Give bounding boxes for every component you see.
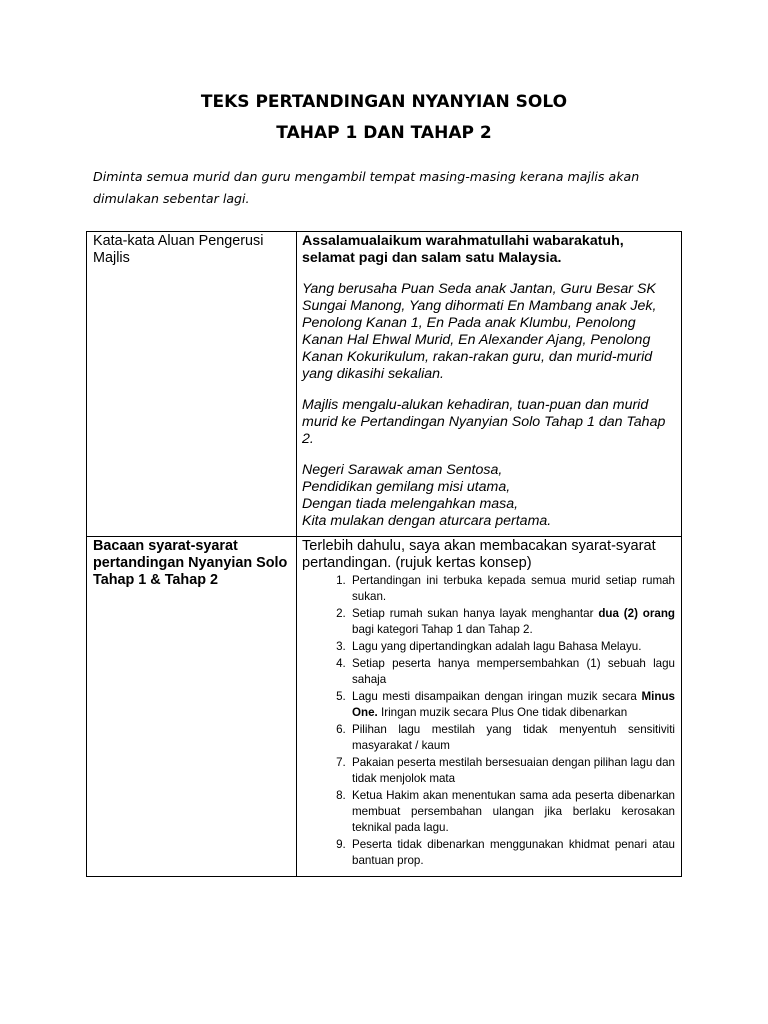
row-label-text: Bacaan syarat-syarat pertandingan Nyanyian Solo Tahap 1 & Tahap 2 xyxy=(93,538,288,588)
rule-text: Pakaian peserta mestilah bersesuaian dengan pilihan lagu dan tidak menjolok mata xyxy=(352,756,675,785)
pantun-line: Kita mulakan dengan aturcara pertama. xyxy=(302,513,552,529)
row-label-opening xyxy=(87,232,297,537)
list-item xyxy=(349,573,675,605)
rule-emphasis: Minus One. xyxy=(352,690,675,719)
document-title: TEKS PERTANDINGAN NYANYIAN SOLO xyxy=(200,92,568,112)
list-item xyxy=(349,639,675,655)
list-item xyxy=(349,722,675,754)
rule-text: bagi kategori Tahap 1 dan Tahap 2. xyxy=(352,623,533,636)
rule-text: Iringan muzik secara Plus One tidak dibenarkan xyxy=(377,706,628,719)
script-table xyxy=(86,231,682,877)
row-label-text: Kata-kata Aluan Pengerusi Majlis xyxy=(93,233,264,266)
pantun-line: Dengan tiada melengahkan masa, xyxy=(302,496,519,512)
pantun-line: Negeri Sarawak aman Sentosa, xyxy=(302,462,503,478)
list-item xyxy=(349,689,675,721)
welcome-paragraph: Majlis mengalu-alukan kehadiran, tuan-puan dan murid murid ke Pertandingan Nyanyian Solo Tahap 1 dan Tahap 2. xyxy=(302,397,666,447)
list-item xyxy=(349,606,675,638)
list-item xyxy=(349,656,675,688)
document-subtitle: TAHAP 1 DAN TAHAP 2 xyxy=(276,123,492,143)
list-item xyxy=(349,837,675,869)
table-row-rules xyxy=(87,537,682,877)
pantun-verse xyxy=(302,462,675,530)
row-label-rules xyxy=(87,537,297,877)
list-item xyxy=(349,788,675,836)
rule-text: Pertandingan ini terbuka kepada semua murid setiap rumah sukan. xyxy=(352,574,675,603)
row-content-rules xyxy=(297,537,682,877)
rules-list xyxy=(302,573,675,869)
rule-text: Lagu yang dipertandingkan adalah lagu Bahasa Melayu. xyxy=(352,640,642,653)
rule-text: Pilihan lagu mestilah yang tidak menyentuh sensitiviti masyarakat / kaum xyxy=(352,723,675,752)
intro-paragraph: Diminta semua murid dan guru mengambil tempat masing-masing kerana majlis akan dimulakan sebentar lagi. xyxy=(93,169,640,206)
rule-text: Ketua Hakim akan menentukan sama ada peserta dibenarkan membuat persembahan ulangan jika berlaku kerosakan teknikal pada lagu. xyxy=(352,789,675,834)
list-item xyxy=(349,755,675,787)
row-content-opening xyxy=(297,232,682,537)
pantun-line: Pendidikan gemilang misi utama, xyxy=(302,479,511,495)
rule-emphasis: dua (2) orang xyxy=(598,607,675,620)
rule-text: Setiap rumah sukan hanya layak menghantar xyxy=(352,607,599,620)
salutation-paragraph: Yang berusaha Puan Seda anak Jantan, Guru Besar SK Sungai Manong, Yang dihormati En Mambang anak Jek, Penolong Kanan 1, En Pada anak Klumbu, Penolong Kanan Hal Ehwal Murid, En Alexander Ajang, Penolong Kanan Kokurikulum, rakan-rakan guru, dan murid-murid yang dikasihi sekalian. xyxy=(302,281,657,382)
rule-text: Peserta tidak dibenarkan menggunakan khidmat penari atau bantuan prop. xyxy=(352,838,675,867)
greeting-text: Assalamualaikum warahmatullahi wabarakatuh, selamat pagi dan salam satu Malaysia. xyxy=(302,233,624,266)
rule-text: Lagu mesti disampaikan dengan iringan muzik secara xyxy=(352,690,642,703)
rules-intro: Terlebih dahulu, saya akan membacakan syarat-syarat pertandingan. (rujuk kertas konsep) xyxy=(302,538,656,571)
table-row-opening xyxy=(87,232,682,537)
rule-text: Setiap peserta hanya mempersembahkan (1) sebuah lagu sahaja xyxy=(352,657,675,686)
